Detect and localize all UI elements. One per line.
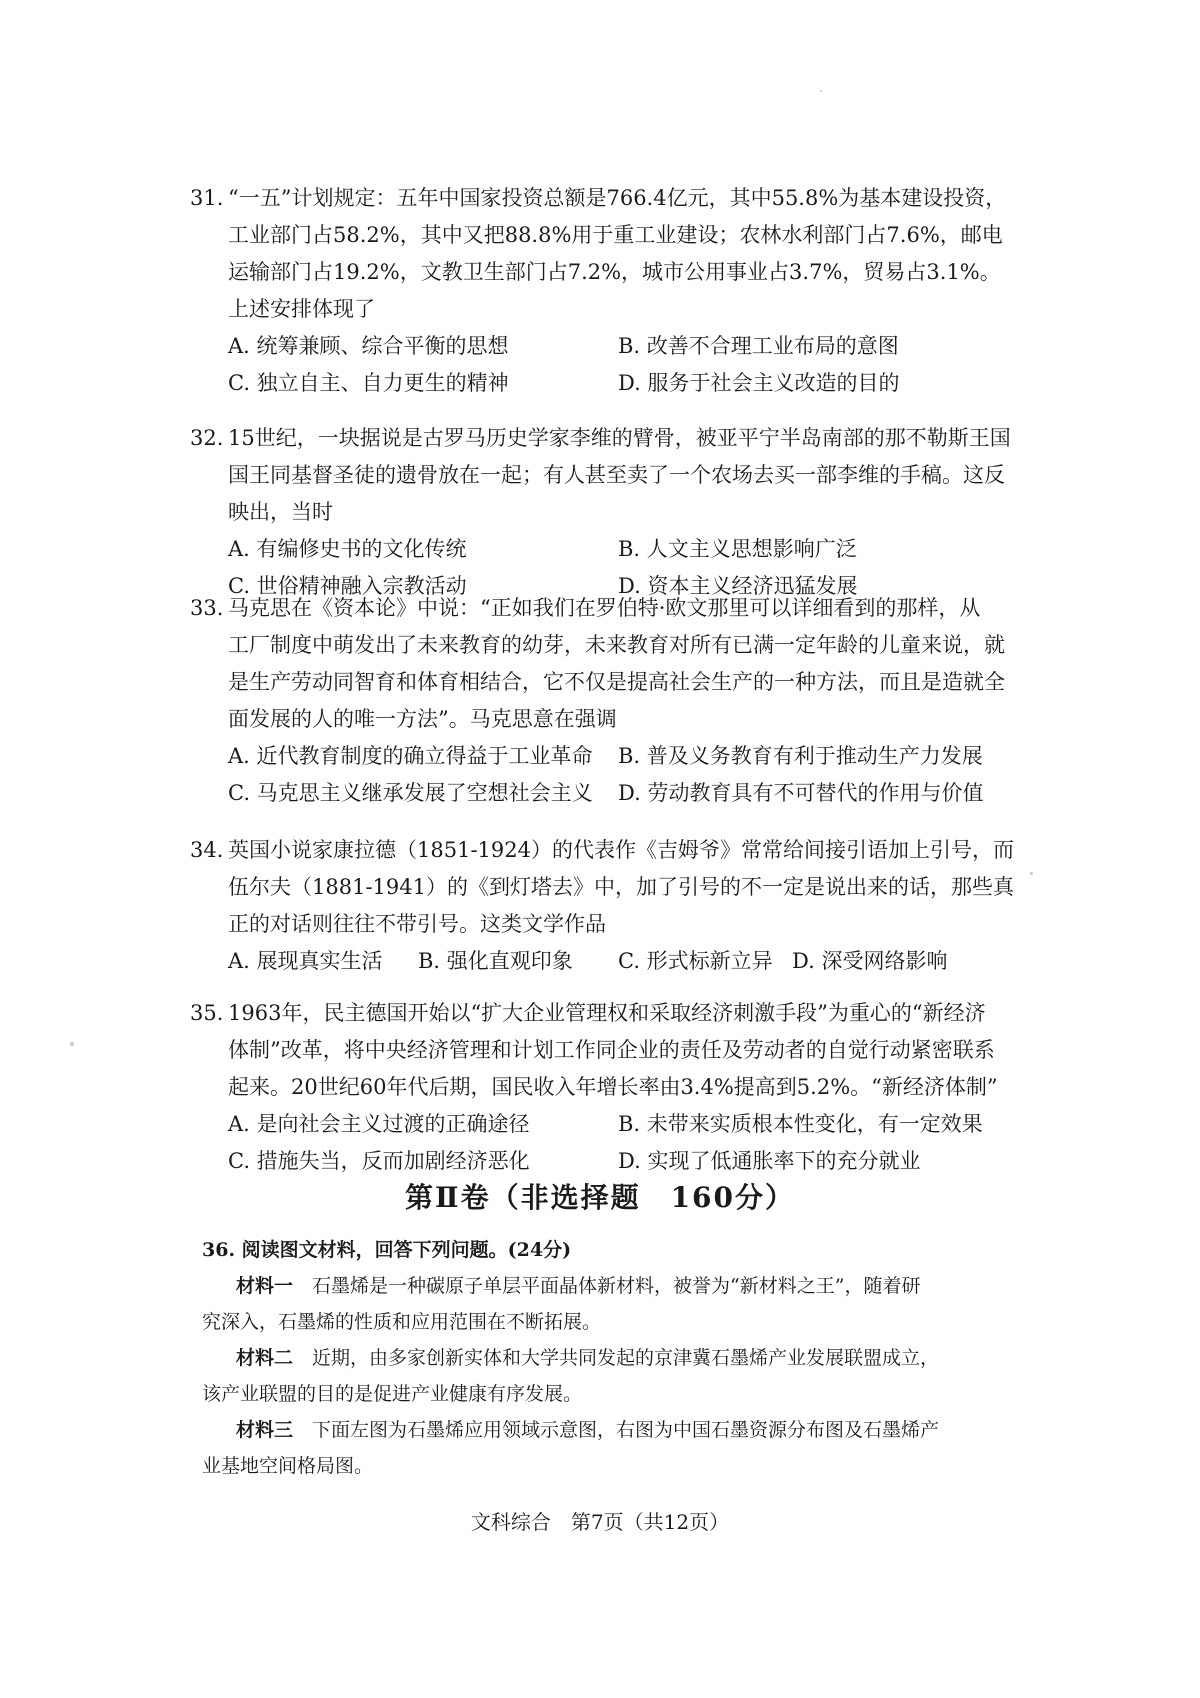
option-a: A. 是向社会主义过渡的正确途径 [228,1112,530,1136]
question-text-line: 正的对话则往往不带引号。这类文学作品 [228,912,606,936]
section-title-sub: （非选择题 160分） [490,1181,796,1214]
option-b: B. 强化直观印象 [418,949,573,973]
question-text-line: 面发展的人的唯一方法”。马克思意在强调 [228,707,617,731]
question-32 [190,420,1062,605]
material-text: 下面左图为石墨烯应用领域示意图，右图为中国石墨资源分布图及石墨烯产 [293,1419,940,1441]
option-a: A. 展现真实生活 [228,949,383,973]
option-b: B. 普及义务教育有利于推动生产力发展 [618,744,983,768]
option-a: A. 有编修史书的文化传统 [228,537,467,561]
question-text-line: 是生产劳动同智育和体育相结合，它不仅是提高社会生产的一种方法，而且是造就全 [228,670,1005,694]
question-text-line: 15世纪，一块据说是古罗马历史学家李维的臂骨，被亚平宁半岛南部的那不勒斯王国 [228,426,1011,450]
page-footer: 文科综合 第7页（共12页） [470,1510,730,1534]
option-a: A. 近代教育制度的确立得益于工业革命 [228,744,593,768]
question-number: 32. [190,426,224,450]
material-three [202,1412,1062,1448]
question-35 [190,995,1062,1180]
question-text-line: 体制”改革，将中央经济管理和计划工作同企业的责任及劳动者的自觉行动紧密联系 [228,1038,995,1062]
options-row [202,1106,1062,1143]
scan-speck [820,90,822,92]
question-text-line: 工业部门占58.2%，其中又把88.8%用于重工业建设；农林水利部门占7.6%，邮电 [228,223,1003,247]
options-row [202,531,1062,568]
question-33 [190,590,1062,812]
question-number: 33. [190,596,224,620]
options-row [202,1143,1062,1180]
question-text-line: 映出，当时 [228,500,333,524]
question-text-line: “一五”计划规定：五年中国家投资总额是766.4亿元，其中55.8%为基本建设投资， [228,186,1007,210]
material-text-line: 业基地空间格局图。 [202,1455,374,1477]
material-text: 石墨烯是一种碳原子单层平面晶体新材料，被誉为“新材料之王”，随着研 [293,1275,921,1297]
option-a: A. 统筹兼顾、综合平衡的思想 [228,334,509,358]
material-text-line: 该产业联盟的目的是促进产业健康有序发展。 [202,1383,583,1405]
options-row [202,328,1062,365]
question-text-line: 1963年，民主德国开始以“扩大企业管理权和采取经济刺激手段”为重心的“新经济 [228,1001,986,1025]
question-number: 35. [190,1001,224,1025]
material-text: 近期，由多家创新实体和大学共同发起的京津冀石墨烯产业发展联盟成立， [293,1347,940,1369]
material-label: 材料二 [236,1347,294,1369]
option-c: C. 独立自主、自力更生的精神 [228,371,509,395]
options-row [202,775,1062,812]
question-number: 31. [190,186,224,210]
option-b: B. 改善不合理工业布局的意图 [618,334,899,358]
material-label: 材料三 [236,1419,294,1441]
question-text-line: 伍尔夫（1881-1941）的《到灯塔去》中，加了引号的不一定是说出来的话，那些真 [228,875,1014,899]
section-title-main: 第Ⅱ卷 [404,1181,491,1214]
question-text-line: 马克思在《资本论》中说：“正如我们在罗伯特·欧文那里可以详细看到的那样，从 [228,596,981,620]
question-text-line: 国王同基督圣徒的遗骨放在一起；有人甚至卖了一个农场去买一部李维的手稿。这反 [228,463,1005,487]
scan-speck [70,1042,74,1046]
options-row [202,738,1062,775]
option-b: B. 人文主义思想影响广泛 [618,537,857,561]
options-row [202,365,1062,402]
material-two [202,1340,1062,1376]
question-text-line: 英国小说家康拉德（1851-1924）的代表作《吉姆爷》常常给间接引语加上引号，而 [228,838,1014,862]
option-d: D. 实现了低通胀率下的充分就业 [618,1149,921,1173]
option-c: C. 世俗精神融入宗教活动 [228,574,467,598]
option-c: C. 马克思主义继承发展了空想社会主义 [228,781,593,805]
option-d: D. 服务于社会主义改造的目的 [618,371,900,395]
option-d: D. 资本主义经济迅猛发展 [618,574,858,598]
question-number: 34. [190,838,224,862]
question-36 [202,1232,1062,1484]
question-34 [190,832,1062,980]
material-label: 材料一 [236,1275,294,1297]
question-text-line: 上述安排体现了 [228,297,375,321]
question-text-line: 起来。20世纪60年代后期，国民收入年增长率由3.4%提高到5.2%。“新经济体制” [228,1075,998,1099]
option-c: C. 措施失当，反而加剧经济恶化 [228,1149,530,1173]
section-title [0,1176,1200,1216]
option-c: C. 形式标新立异 [618,949,773,973]
material-one [202,1268,1062,1304]
options-row [202,943,1062,980]
question-31 [190,180,1062,402]
question-text-line: 运输部门占19.2%，文教卫生部门占7.2%，城市公用事业占3.7%，贸易占3.1%。 [228,260,1001,284]
question-heading: 36. 阅读图文材料，回答下列问题。(24分) [202,1239,572,1261]
option-d: D. 深受网络影响 [792,949,948,973]
material-text-line: 究深入，石墨烯的性质和应用范围在不断拓展。 [202,1311,602,1333]
option-d: D. 劳动教育具有不可替代的作用与价值 [618,781,984,805]
option-b: B. 未带来实质根本性变化，有一定效果 [618,1112,983,1136]
question-text-line: 工厂制度中萌发出了未来教育的幼芽，未来教育对所有已满一定年龄的儿童来说，就 [228,633,1005,657]
